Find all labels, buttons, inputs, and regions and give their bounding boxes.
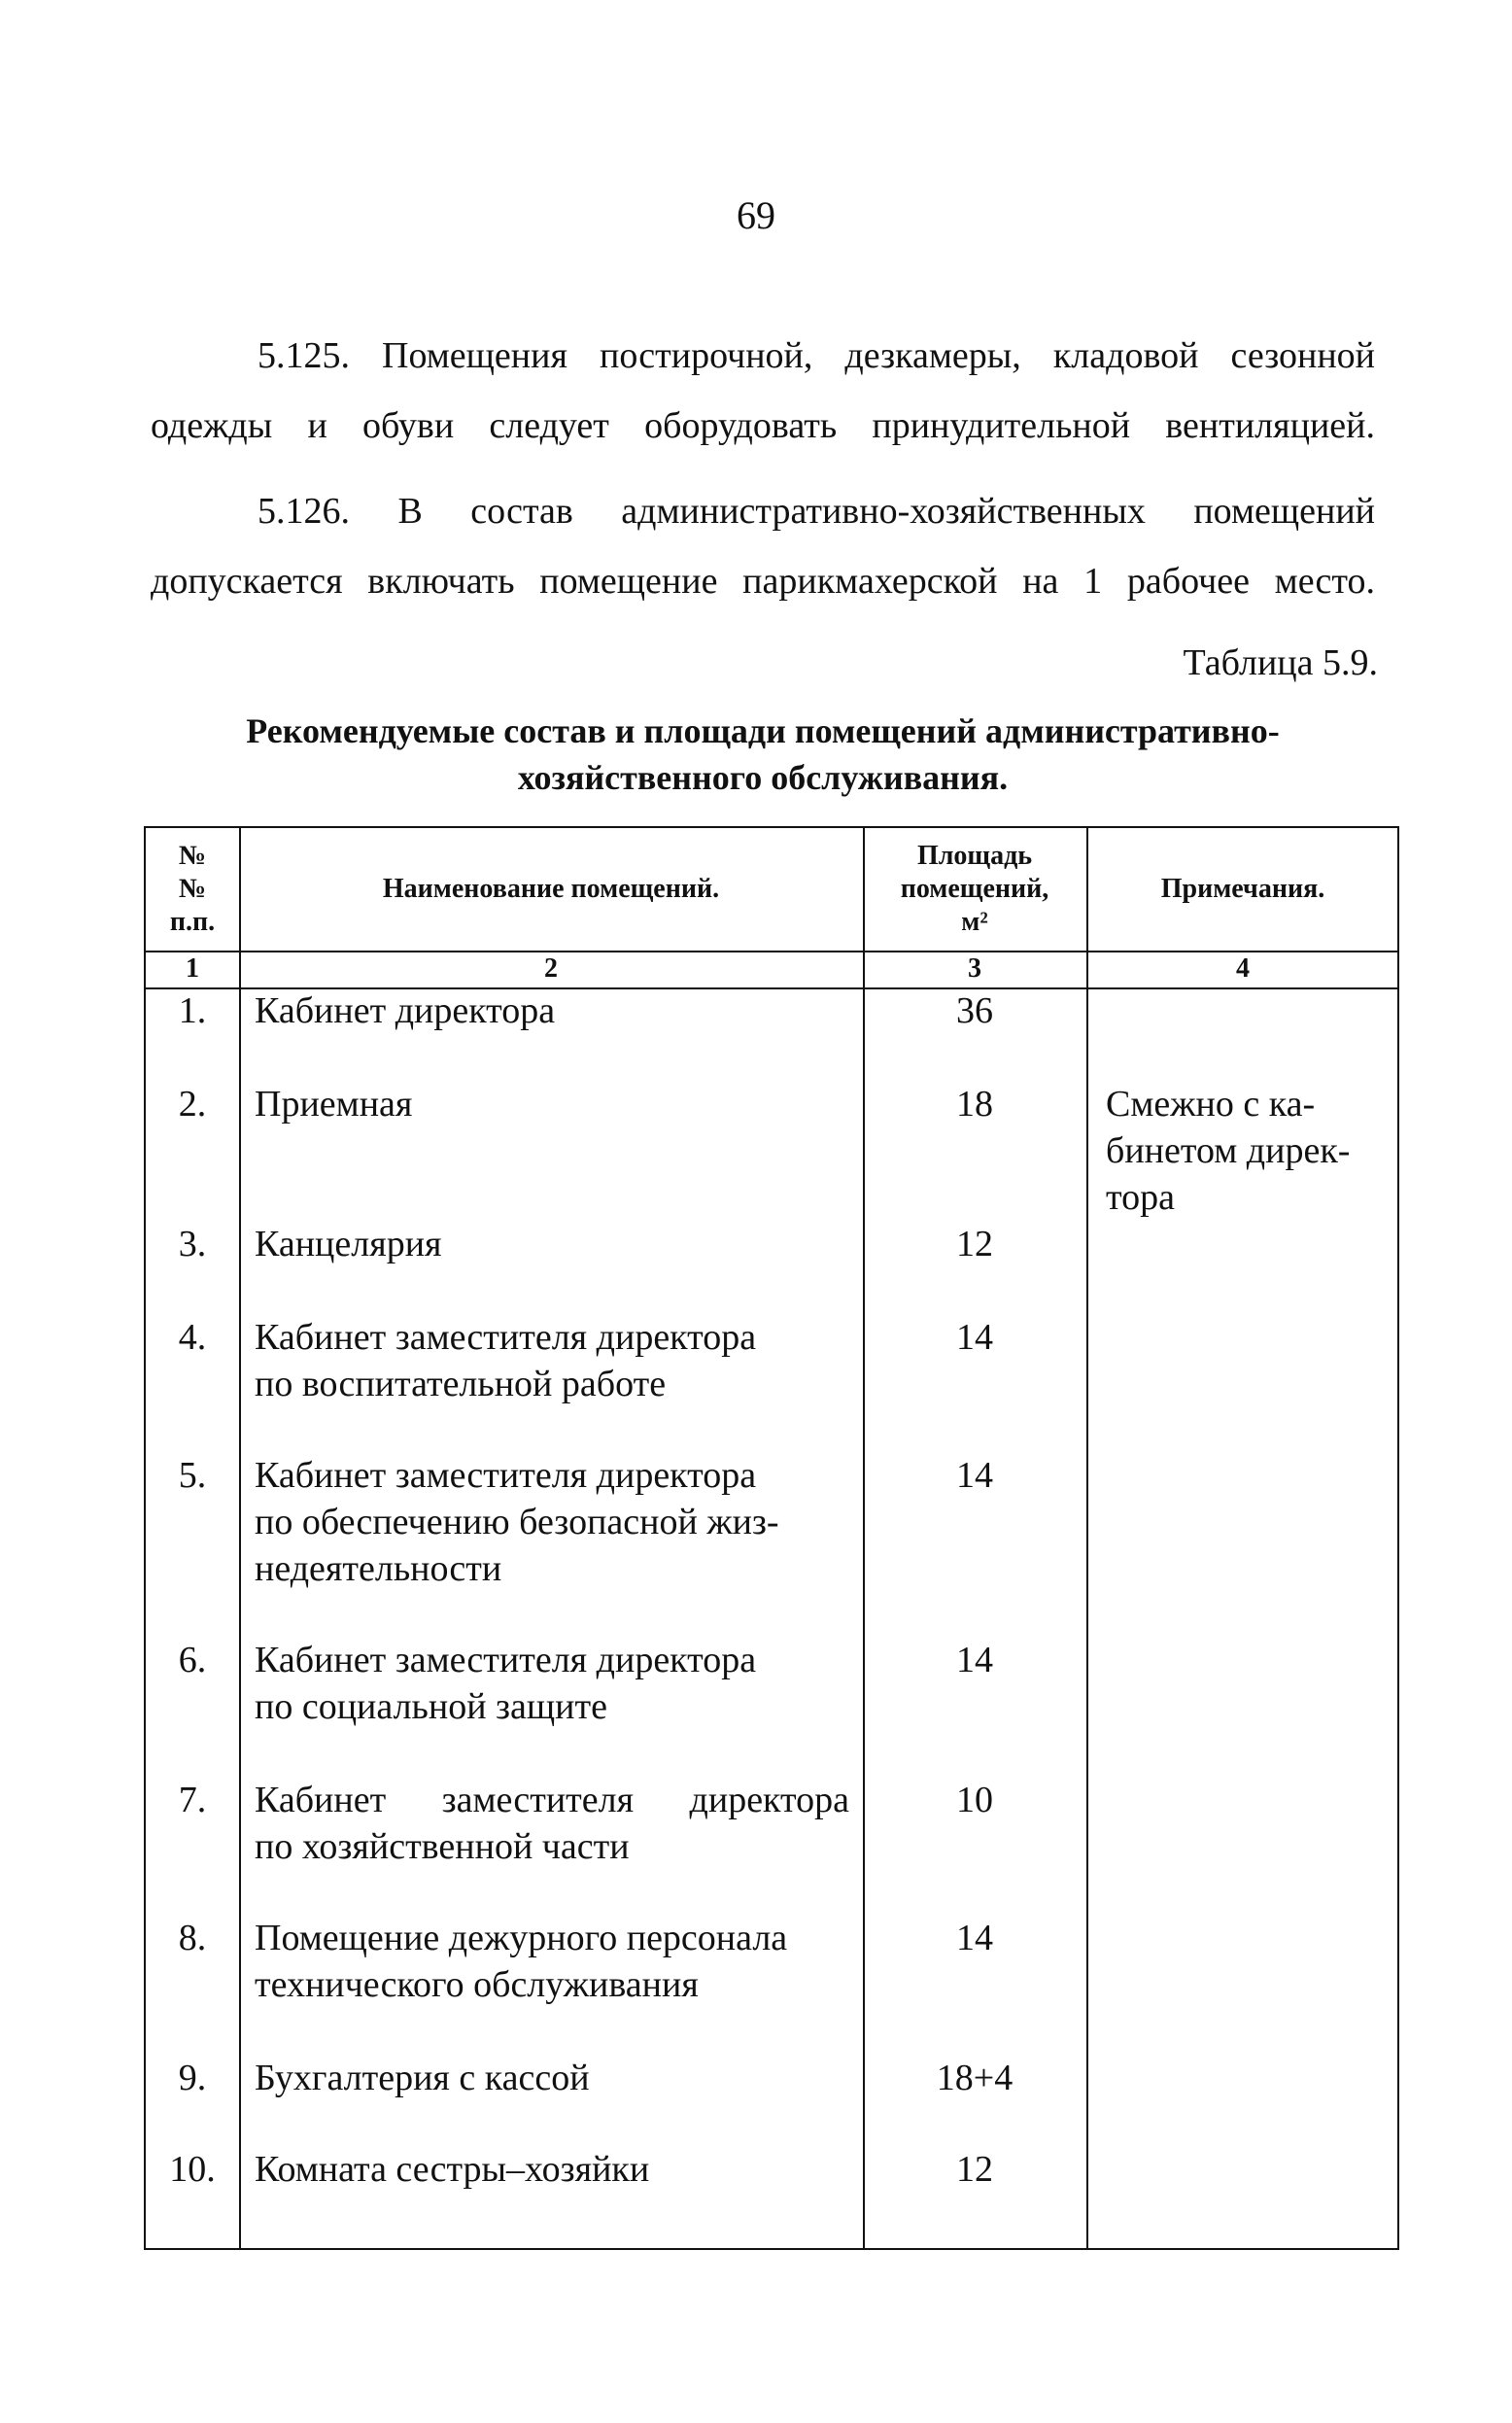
header-area-line: Площадь	[916, 841, 1033, 871]
row-name: Бухгалтерия с кассой	[255, 2058, 590, 2098]
row-number: 5.	[178, 1455, 207, 1496]
header-number-line: №	[178, 874, 207, 904]
row-number: 3.	[178, 1224, 207, 1264]
table-title	[151, 708, 1375, 801]
row-name: Кабинет заместителя директора по социальной защите	[255, 1640, 757, 1727]
row-number: 7.	[178, 1780, 207, 1820]
row-area: 12	[956, 1224, 993, 1264]
header-number	[146, 828, 239, 951]
table-title-line: Рекомендуемые состав и площади помещений административно-	[246, 711, 1280, 750]
row-name: Помещение дежурного персонала технического обслуживания	[255, 1918, 788, 2005]
note-adjacent-director: Смежно с ка- бинетом дирек- тора	[1106, 1084, 1351, 1218]
row-name: Приемная	[255, 1084, 413, 1125]
header-area	[863, 828, 1086, 951]
paragraph-5-125	[151, 321, 1375, 461]
row-number: 10.	[169, 2149, 216, 2190]
paragraph-text: 5.125. Помещения постирочной, дезкамеры, кладовой сезонной одежды и обуви следует оборудовать принудительной вентиляцией.	[151, 335, 1375, 446]
row-area: 12	[956, 2149, 993, 2190]
header-number-line: п.п.	[169, 907, 216, 937]
row-area: 14	[956, 1317, 993, 1358]
column-number: 4	[1236, 953, 1250, 984]
row-area: 14	[956, 1455, 993, 1496]
row-name: Кабинет заместителя директора по обеспечению безопасной жиз- недеятельности	[255, 1455, 779, 1589]
row-number: 6.	[178, 1640, 207, 1680]
row-area: 10	[956, 1780, 993, 1820]
table-label: Таблица 5.9.	[1183, 642, 1378, 683]
header-room-name: Наименование помещений.	[382, 874, 720, 904]
table-title-line: хозяйственного обслуживания.	[517, 758, 1009, 797]
row-number: 8.	[178, 1918, 207, 1958]
row-area: 36	[956, 990, 993, 1031]
row-area: 18	[956, 1084, 993, 1125]
page-number: 69	[737, 193, 775, 237]
column-number: 3	[968, 953, 981, 984]
row-name: Кабинет директора	[255, 990, 556, 1031]
row-number: 9.	[178, 2058, 207, 2098]
header-area-line: м²	[961, 907, 988, 937]
row-name: Кабинет заместителя директора по хозяйственной части	[255, 1780, 849, 1867]
rooms-table	[144, 826, 1399, 2250]
column-number: 2	[544, 953, 558, 984]
row-area: 18+4	[936, 2058, 1014, 2098]
paragraph-5-126	[151, 476, 1375, 616]
header-area-line: помещений,	[900, 874, 1049, 904]
paragraph-text: 5.126. В состав административно-хозяйственных помещений допускается включать помещение парикмахерской на 1 рабочее место.	[151, 491, 1375, 602]
row-name: Комната сестры–хозяйки	[255, 2149, 650, 2190]
row-number: 4.	[178, 1317, 207, 1358]
column-divider	[863, 828, 865, 2248]
row-name: Канцелярия	[255, 1224, 442, 1264]
header-number-line: №	[178, 841, 207, 871]
column-number: 1	[186, 953, 199, 984]
column-divider	[239, 828, 241, 2248]
column-divider	[1086, 828, 1088, 2248]
row-number: 2.	[178, 1084, 207, 1125]
row-area: 14	[956, 1918, 993, 1958]
row-number: 1.	[178, 990, 207, 1031]
row-name: Кабинет заместителя директора по воспитательной работе	[255, 1317, 757, 1404]
row-area: 14	[956, 1640, 993, 1680]
header-notes: Примечания.	[1160, 874, 1325, 904]
